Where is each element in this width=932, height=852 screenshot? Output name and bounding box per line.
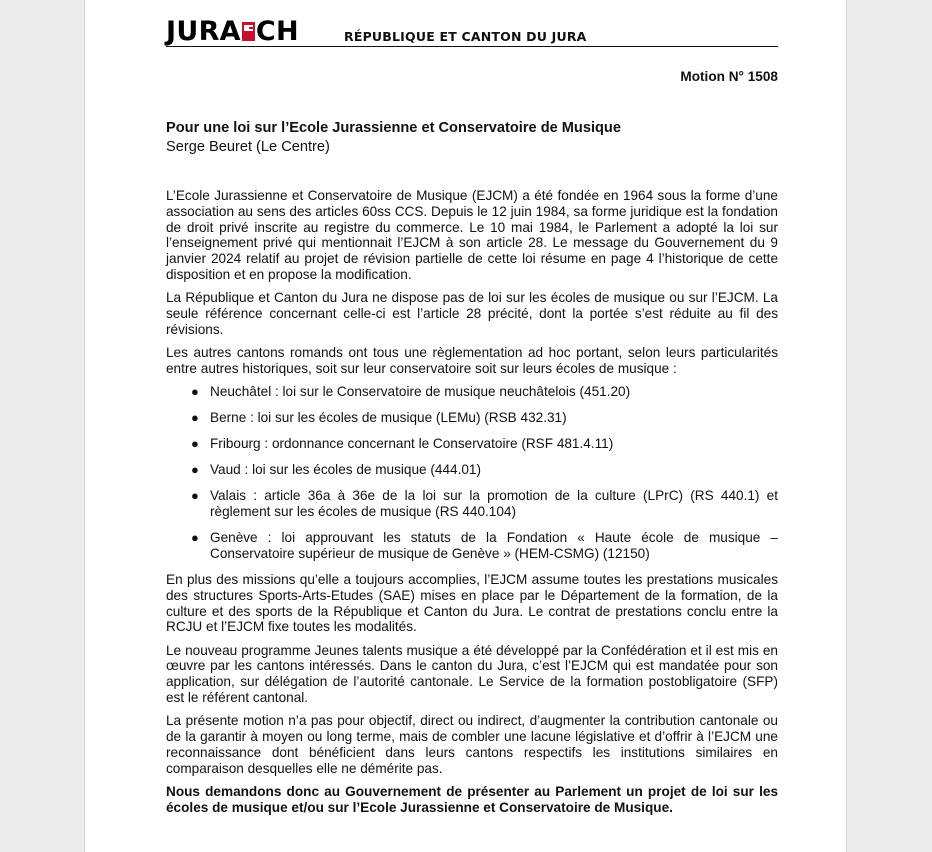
- list-item: [191, 410, 778, 426]
- list-item-text: Genève : loi approuvant les statuts de la Fondation « Haute école de musique – Conservatoire supérieur de musique de Genève » (HEM-CSMG) (12150): [210, 530, 778, 561]
- motion-number: Motion N° 1508: [680, 69, 778, 84]
- list-item-text: Berne : loi sur les écoles de musique (LEMu) (RSB 432.31): [210, 410, 567, 426]
- canton-regulation-list: [166, 384, 778, 562]
- motion-author: Serge Beuret (Le Centre): [166, 139, 330, 155]
- bullet-icon: ●: [191, 436, 199, 452]
- list-item-text: Fribourg : ordonnance concernant le Conservatoire (RSF 481.4.11): [210, 436, 614, 452]
- paragraph: La République et Canton du Jura ne dispose pas de loi sur les écoles de musique ou sur l’EJCM. La seule référence concernant celle-ci est l’article 28 précité, dont la portée s’est réduite au fil des révisions.: [166, 290, 778, 337]
- list-item: [191, 530, 778, 562]
- bullet-icon: ●: [191, 410, 199, 426]
- bullet-icon: ●: [191, 530, 199, 546]
- list-item-text: Valais : article 36a à 36e de la loi sur la promotion de la culture (LPrC) (RS 440.1) et règlement sur les écoles de musique (RS 440.104): [210, 488, 778, 520]
- paragraph: La présente motion n’a pas pour objectif, direct ou indirect, d’augmenter la contribution cantonale ou de la garantir à moyen ou long terme, mais de combler une lacune législative et d’offrir à l’EJCM une reconnaissance dont bénéficient dans leurs cantons respectifs les institutions similaires en comparaison desquelles elle ne démérite pas.: [166, 713, 778, 776]
- motion-body: [166, 188, 778, 823]
- jura-flag-icon: [242, 22, 255, 41]
- list-item: [191, 436, 778, 452]
- list-item: [191, 462, 778, 478]
- list-item: [191, 383, 778, 400]
- logo-text-ch: CH: [255, 16, 299, 47]
- list-item-text: Neuchâtel : loi sur le Conservatoire de musique neuchâtelois (451.20): [210, 383, 631, 399]
- list-item: [191, 488, 778, 520]
- list-item-text: Vaud : loi sur les écoles de musique (444.01): [210, 462, 482, 478]
- canton-name: RÉPUBLIQUE ET CANTON DU JURA: [344, 29, 587, 45]
- bullet-icon: ●: [191, 462, 199, 478]
- letterhead: [166, 18, 778, 47]
- logo-text-jura: JURA: [166, 16, 241, 47]
- paragraph: L’Ecole Jurassienne et Conservatoire de Musique (EJCM) a été fondée en 1964 sous la forme d’une association au sens des articles 60ss CCS. Depuis le 12 juin 1984, sa forme juridique est la fondation de droit privé inscrite au registre du commerce. Le 10 mai 1984, le Parlement a adopté la loi sur l’enseignement privé qui mentionnait l’EJCM à son article 28. Le message du Gouvernement du 9 janvier 2024 relatif au projet de révision partielle de cette loi résume en page 4 l’historique de cette disposition et en propose la modification.: [166, 188, 778, 282]
- paragraph: Le nouveau programme Jeunes talents musique a été développé par la Confédération et il est mis en œuvre par les cantons intéressés. Dans le canton du Jura, c’est l’EJCM qui est mandatée pour son application, sur délégation de l’autorité cantonale. Le Service de la formation postobligatoire (SFP) est le référent cantonal.: [166, 642, 778, 706]
- conclusion-paragraph: Nous demandons donc au Gouvernement de présenter au Parlement un projet de loi sur les écoles de musique et/ou sur l’Ecole Jurassienne et Conservatoire de Musique.: [166, 783, 778, 815]
- document-page: [84, 0, 847, 852]
- motion-title: Pour une loi sur l’Ecole Jurassienne et Conservatoire de Musique: [166, 120, 621, 136]
- bullet-icon: ●: [191, 488, 199, 504]
- paragraph: Les autres cantons romands ont tous une règlementation ad hoc portant, selon leurs particularités entre autres historiques, soit sur leur conservatoire soit sur leurs écoles de musique :: [166, 344, 778, 376]
- jura-ch-logo: [166, 18, 299, 46]
- paragraph: En plus des missions qu’elle a toujours accomplies, l’EJCM assume toutes les prestations musicales des structures Sports-Arts-Etudes (SAE) mises en place par le Département de la formation, de la culture et des sports de la République et Canton du Jura. Le contrat de prestations conclu entre la RCJU et l’EJCM fixe toutes les modalités.: [166, 572, 778, 635]
- bullet-icon: ●: [191, 383, 199, 399]
